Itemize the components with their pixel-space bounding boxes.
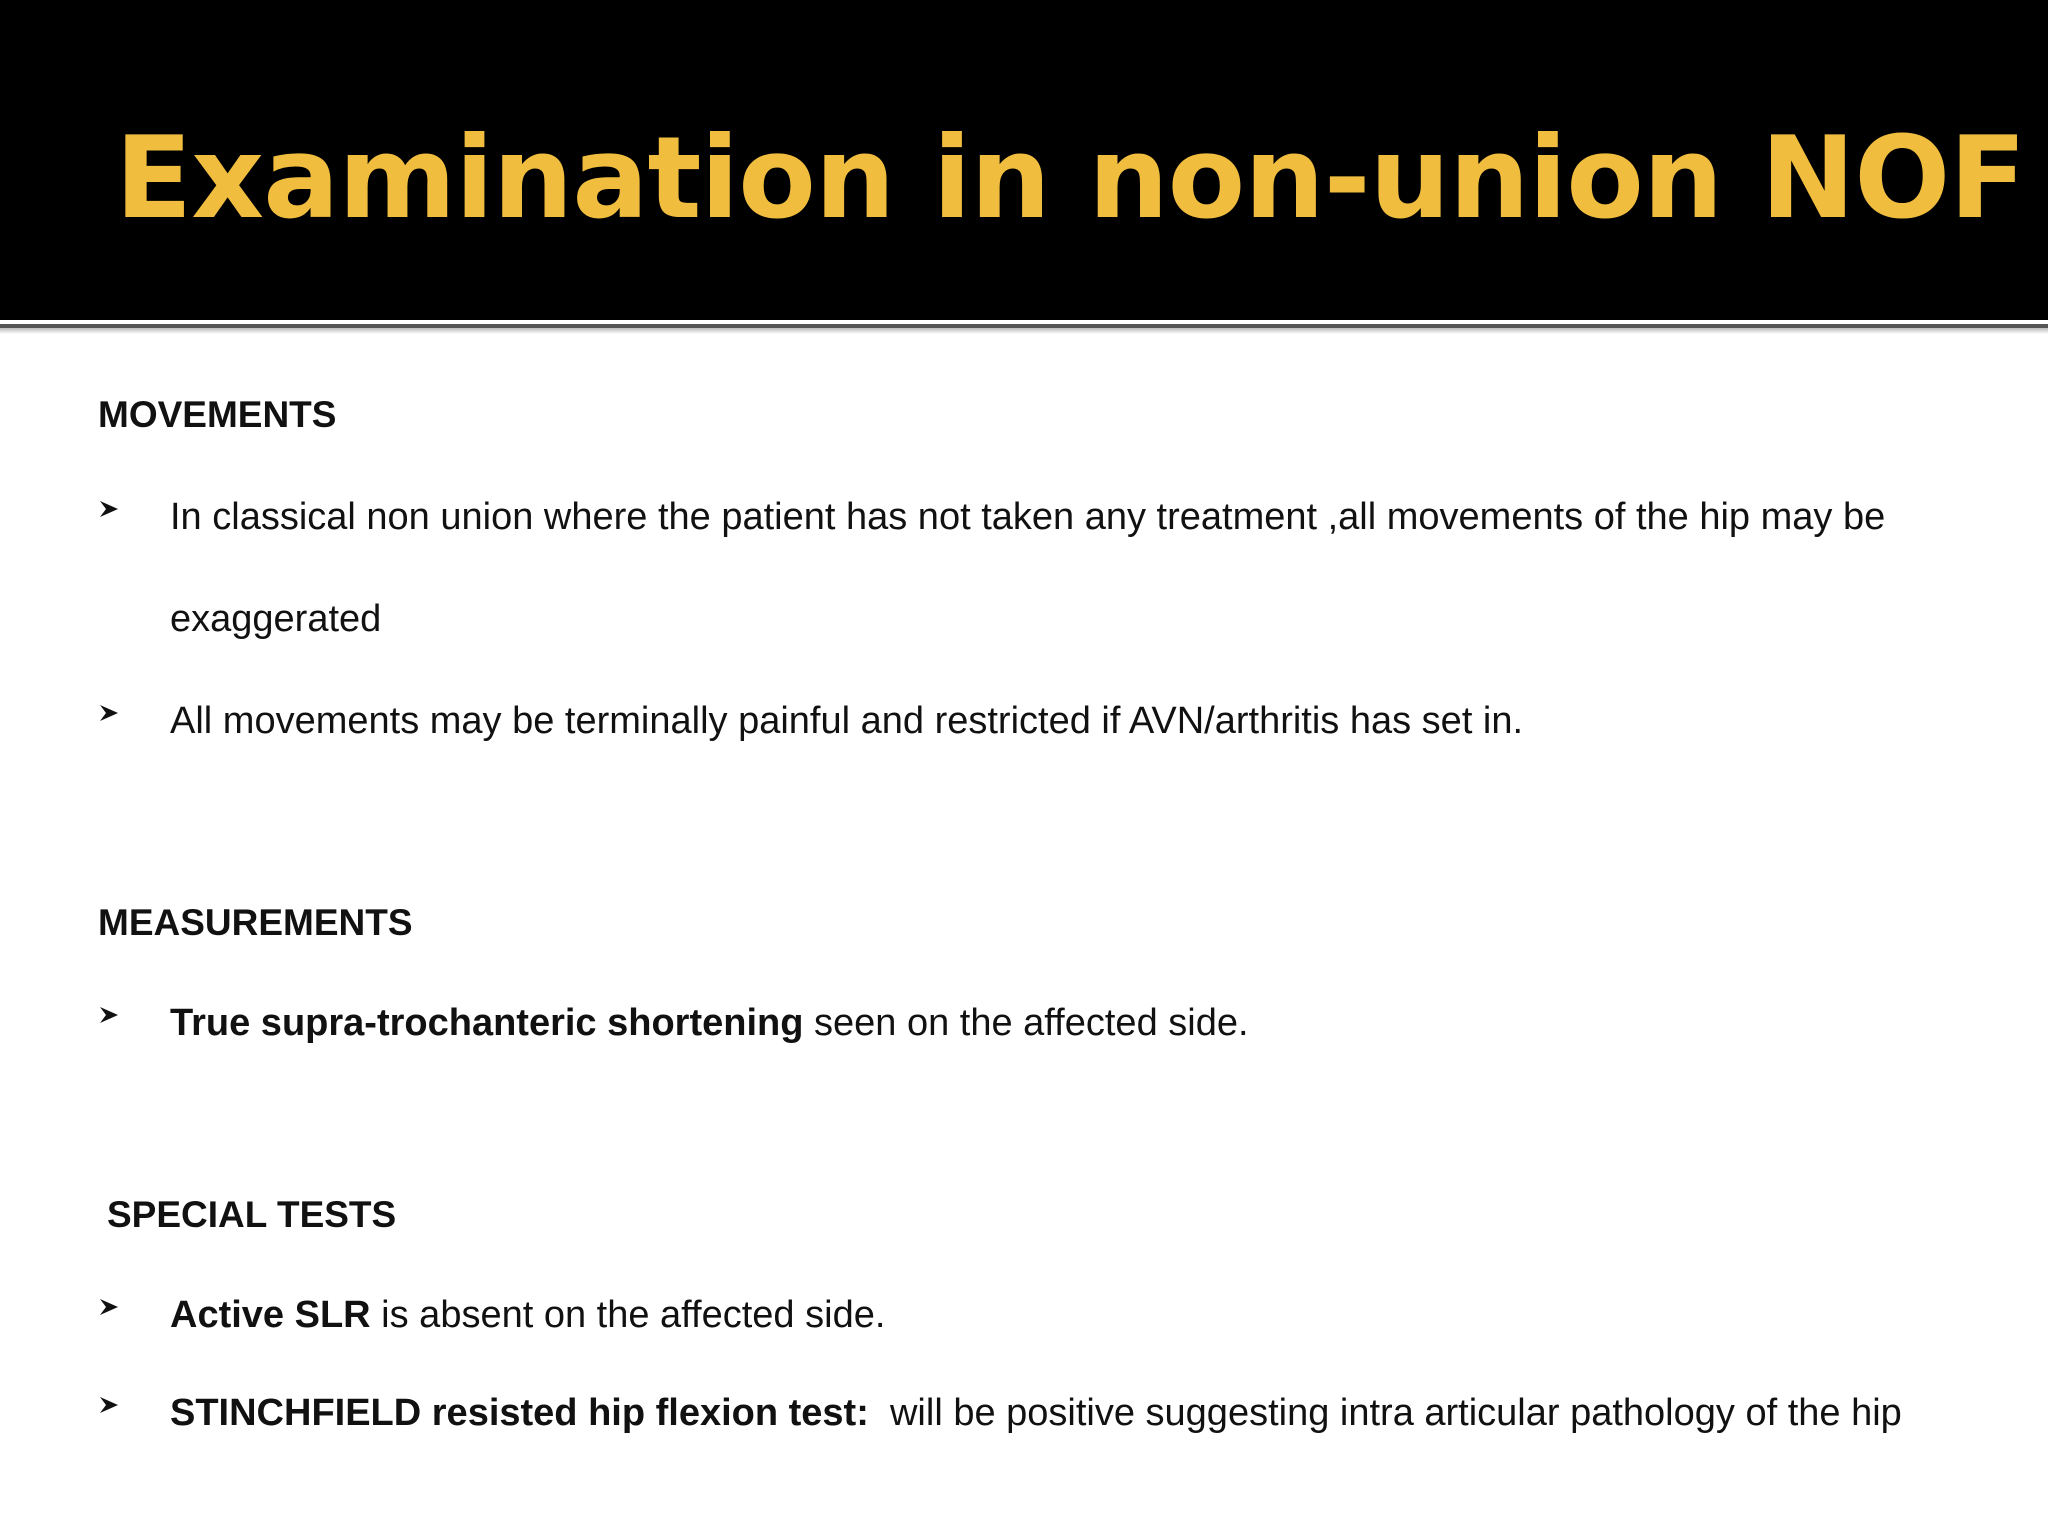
section-heading-special-tests: SPECIAL TESTS <box>107 1194 397 1235</box>
arrowhead-bullet-icon <box>98 702 120 724</box>
special-tests-item-1-rest: is absent on the affected side. <box>370 1294 886 1336</box>
special-tests-item-1 <box>170 1292 885 1338</box>
special-tests-item-1-bold: Active SLR <box>170 1294 371 1336</box>
measurements-item-1-rest: seen on the affected side. <box>803 1002 1249 1044</box>
movements-item-1-line-2: exaggerated <box>170 598 382 640</box>
slide-title: Examination in non-union NOF <box>115 112 2026 244</box>
measurements-item-1 <box>170 1000 1249 1046</box>
special-tests-item-2 <box>170 1390 1902 1436</box>
arrowhead-bullet-icon <box>98 1394 120 1416</box>
special-tests-item-2-rest: will be positive suggesting intra articular pathology of the hip <box>868 1392 1902 1434</box>
movements-item-1-line-1: In classical non union where the patient has not taken any treatment ,all movements of the hip may be <box>170 496 1886 538</box>
title-divider <box>0 320 2048 334</box>
arrowhead-bullet-icon <box>98 1004 120 1026</box>
movements-item-2: All movements may be terminally painful and restricted if AVN/arthritis has set in. <box>170 700 1524 742</box>
title-bar <box>0 0 2048 320</box>
section-heading-movements: MOVEMENTS <box>98 394 337 435</box>
arrowhead-bullet-icon <box>98 498 120 520</box>
measurements-item-1-bold: True supra-trochanteric shortening <box>170 1002 804 1044</box>
arrowhead-bullet-icon <box>98 1296 120 1318</box>
special-tests-item-2-bold: STINCHFIELD resisted hip flexion test: <box>170 1392 869 1434</box>
section-heading-measurements: MEASUREMENTS <box>98 902 413 943</box>
